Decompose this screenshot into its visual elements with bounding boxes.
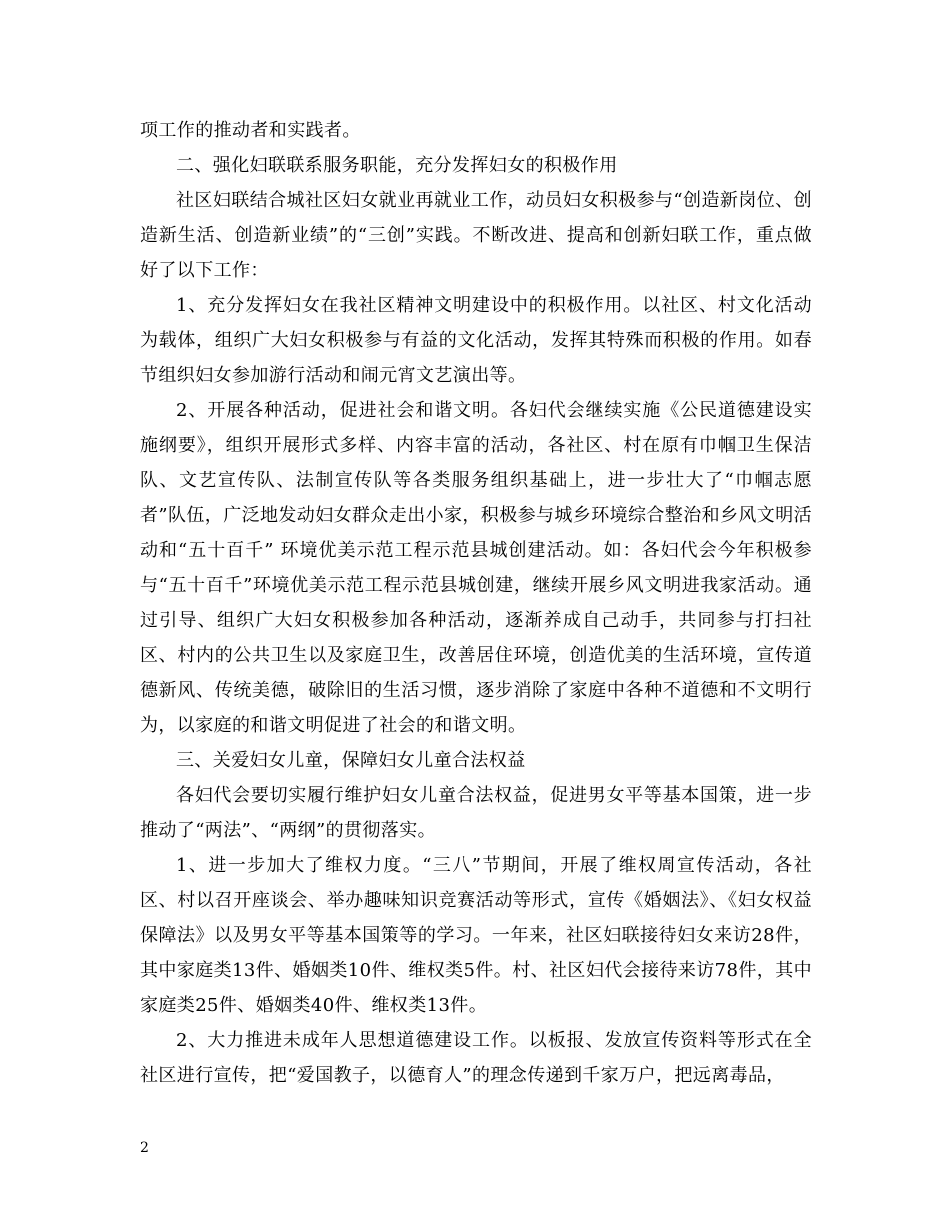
paragraph: 各妇代会要切实履行维护妇女儿童合法权益，促进男女平等基本国策，进一步推动了“两法”、“两纲”的贯彻落实。 [140,785,812,841]
paragraph: 1、充分发挥妇女在我社区精神文明建设中的积极作用。以社区、村文化活动为载体，组织广大妇女积极参与有益的文化活动，发挥其特殊而积极的作用。如春节组织妇女参加游行活动和闹元宵文艺演出等。 [140,295,812,386]
paragraph: 2、大力推进未成年人思想道德建设工作。以板报、发放宣传资料等形式在全社区进行宣传，把“爱国教子，以德育人”的理念传递到千家万户，把远离毒品， [140,1030,812,1086]
paragraph: 二、强化妇联联系服务职能，充分发挥妇女的积极作用 [176,155,618,176]
paragraph: 1、进一步加大了维权力度。“三八”节期间，开展了维权周宣传活动，各社区、村以召开座谈会、举办趣味知识竞赛活动等形式，宣传《婚姻法》、《妇女权益保障法》以及男女平等基本国策等的学习。一年来，社区妇联接待妇女来访28件，其中家庭类13件、婚姻类10件、维权类5件。村、社区妇代会接待来访78件，其中家庭类25件、婚姻类40件、维权类13件。 [140,855,812,1016]
document-body [140,113,812,1093]
page-number: 2 [140,1140,149,1156]
paragraph: 社区妇联结合城社区妇女就业再就业工作，动员妇女积极参与“创造新岗位、创造新生活、创造新业绩”的“三创”实践。不断改进、提高和创新妇联工作，重点做好了以下工作： [140,190,812,281]
paragraph: 项工作的推动者和实践者。 [140,120,361,141]
paragraph: 2、开展各种活动，促进社会和谐文明。各妇代会继续实施《公民道德建设实施纲要》，组织开展形式多样、内容丰富的活动，各社区、村在原有巾帼卫生保洁队、文艺宣传队、法制宣传队等各类服务组织基础上，进一步壮大了“巾帼志愿者”队伍，广泛地发动妇女群众走出小家，积极参与城乡环境综合整治和乡风文明活动和“五十百千” 环境优美示范工程示范县城创建活动。如：各妇代会今年积极参与“五十百千”环境优美示范工程示范县城创建，继续开展乡风文明进我家活动。通过引导、组织广大妇女积极参加各种活动，逐渐养成自己动手，共同参与打扫社区、村内的公共卫生以及家庭卫生，改善居住环境，创造优美的生活环境，宣传道德新风、传统美德，破除旧的生活习惯，逐步消除了家庭中各种不道德和不文明行为，以家庭的和谐文明促进了社会的和谐文明。 [140,400,812,736]
paragraph: 三、关爱妇女儿童，保障妇女儿童合法权益 [176,750,526,771]
